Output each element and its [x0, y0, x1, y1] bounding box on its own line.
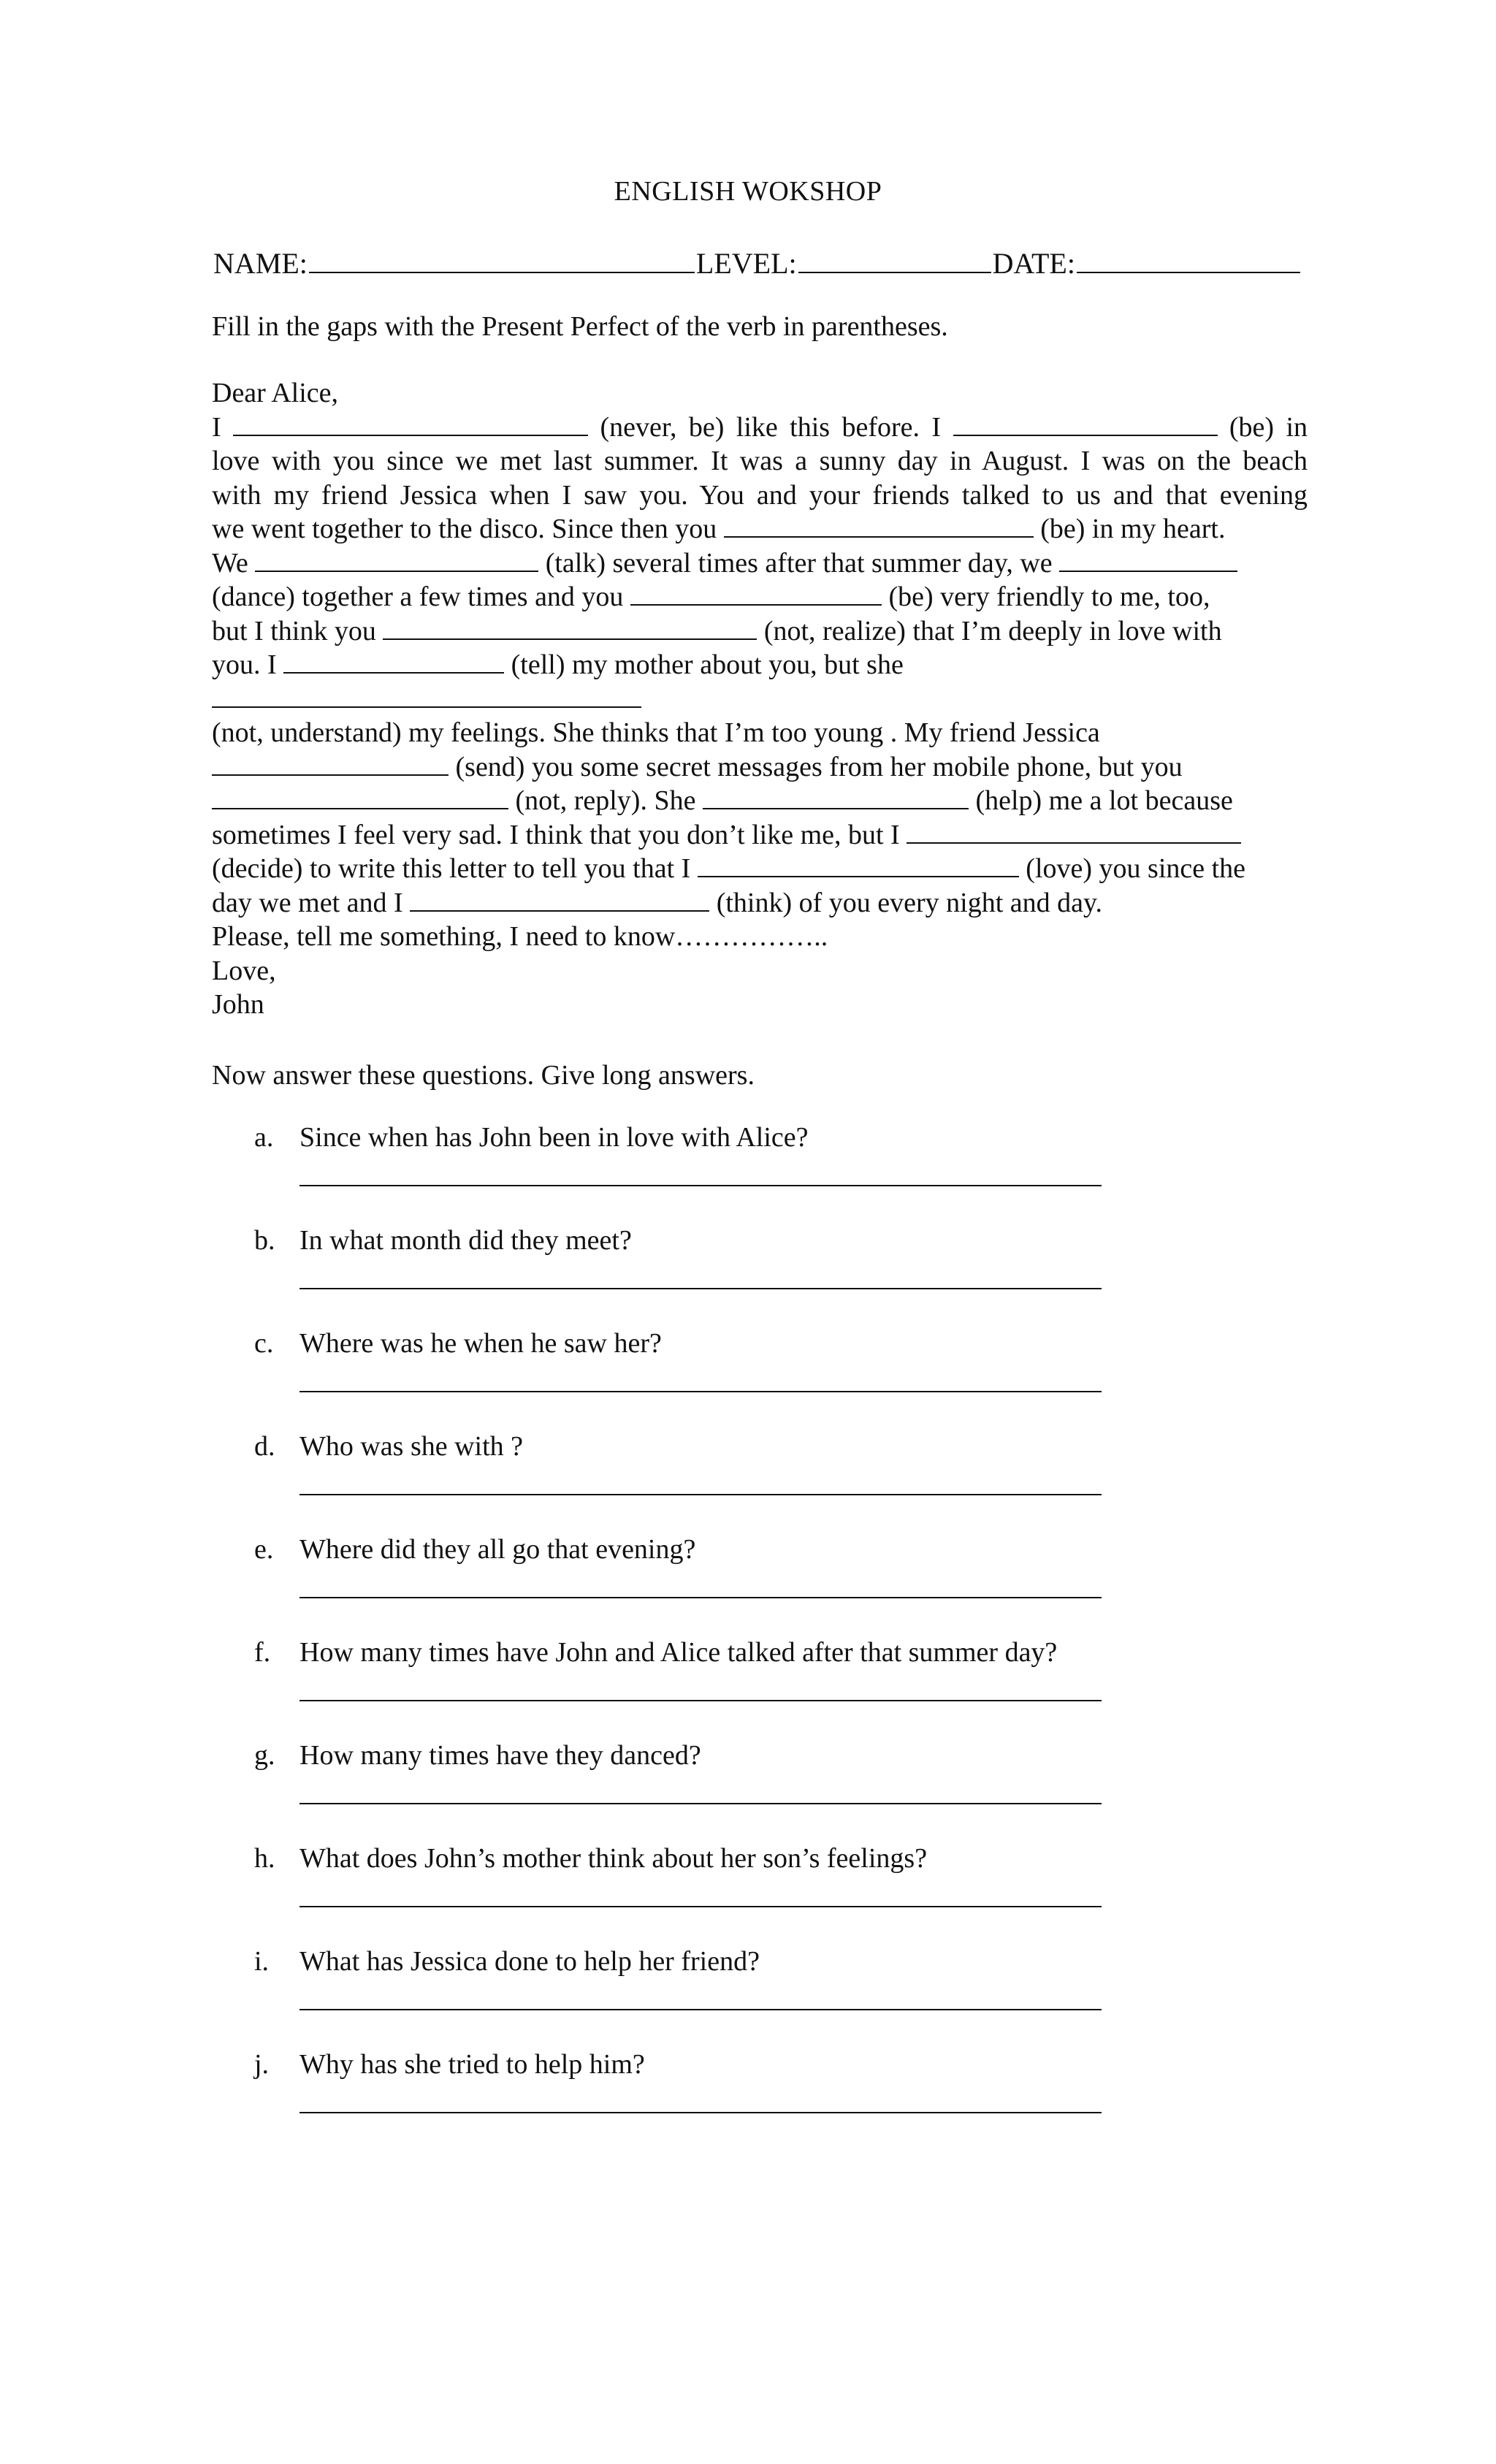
question-item	[212, 1430, 1161, 1533]
student-info-row	[213, 243, 1309, 281]
gap-field[interactable]	[212, 751, 449, 776]
question-text: In what month did they meet?	[299, 1225, 632, 1256]
question-item	[212, 1533, 1161, 1636]
question-item	[212, 1121, 1161, 1224]
question-list	[212, 1121, 1161, 2151]
gap-field[interactable]	[212, 683, 641, 708]
date-field[interactable]	[1077, 243, 1300, 273]
question-text: Where was he when he saw her?	[299, 1328, 662, 1359]
answer-field[interactable]	[299, 2009, 1102, 2010]
question-marker: a.	[254, 1122, 274, 1153]
question-text: How many times have John and Alice talked after that summer day?	[299, 1637, 1058, 1668]
question-text: What has Jessica done to help her friend?	[299, 1946, 760, 1977]
gap-field[interactable]	[630, 581, 882, 606]
gap-field[interactable]	[255, 547, 538, 572]
question-item	[212, 1842, 1161, 1945]
letter-closing: Love,	[212, 955, 276, 986]
question-item	[212, 1945, 1161, 2048]
question-item	[212, 1327, 1161, 1430]
letter-line: I (never, be) like this before. I (be) in	[212, 411, 1308, 443]
answer-field[interactable]	[299, 1494, 1102, 1495]
letter-line: (decide) to write this letter to tell you that I (love) you since the	[212, 853, 1246, 884]
letter-line: (not, reply). She (help) me a lot because	[212, 784, 1308, 818]
gap-field[interactable]	[724, 513, 1034, 538]
letter-greeting: Dear Alice,	[212, 378, 339, 408]
letter-line: but I think you (not, realize) that I’m deeply in love with	[212, 615, 1222, 646]
question-marker: d.	[254, 1431, 275, 1462]
question-item	[212, 1636, 1161, 1739]
name-label: NAME:	[213, 247, 308, 280]
answer-field[interactable]	[299, 1906, 1102, 1907]
answer-field[interactable]	[299, 1185, 1102, 1186]
gap-field[interactable]	[703, 785, 969, 809]
letter-line: (send) you some secret messages from her mobile phone, but you	[212, 750, 1308, 785]
gap-field[interactable]	[953, 411, 1218, 436]
letter-line: We (talk) several times after that summer day, we	[212, 546, 1308, 581]
answer-field[interactable]	[299, 1700, 1102, 1701]
instructions: Fill in the gaps with the Present Perfect of the verb in parentheses.	[212, 311, 948, 342]
letter-line: day we met and I (think) of you every night and day.	[212, 887, 1103, 918]
question-item	[212, 1224, 1161, 1327]
worksheet-title: ENGLISH WOKSHOP	[614, 176, 882, 207]
level-label: LEVEL:	[695, 247, 797, 280]
gap-field[interactable]	[233, 411, 588, 436]
letter-line: (not, understand) my feelings. She thinks that I’m too young . My friend Jessica	[212, 717, 1100, 748]
question-text: Since when has John been in love with Alice?	[299, 1122, 809, 1153]
letter-line: you. I (tell) my mother about you, but she	[212, 649, 904, 680]
letter-signature: John	[212, 989, 264, 1020]
gap-field[interactable]	[907, 819, 1241, 844]
question-item	[212, 1739, 1161, 1842]
letter-line: Please, tell me something, I need to know……………..	[212, 921, 828, 952]
part2-instructions: Now answer these questions. Give long answers.	[212, 1060, 755, 1091]
gap-field[interactable]	[698, 853, 1019, 877]
date-label: DATE:	[992, 247, 1075, 280]
name-field[interactable]	[309, 243, 695, 273]
question-text: Who was she with ?	[299, 1431, 524, 1462]
question-marker: c.	[254, 1328, 274, 1359]
letter-line: we went together to the disco. Since then you (be) in my heart.	[212, 514, 1226, 544]
question-marker: g.	[254, 1740, 275, 1771]
gap-field[interactable]	[212, 785, 508, 809]
gap-field[interactable]	[283, 649, 504, 674]
letter-line: sometimes I feel very sad. I think that you don’t like me, but I	[212, 818, 1308, 853]
question-marker: i.	[254, 1946, 270, 1977]
letter-text	[212, 376, 1308, 1022]
question-text: What does John’s mother think about her son’s feelings?	[299, 1843, 928, 1874]
question-marker: j.	[254, 2049, 270, 2080]
answer-field[interactable]	[299, 1597, 1102, 1598]
question-marker: h.	[254, 1843, 275, 1874]
gap-field[interactable]	[383, 615, 757, 640]
question-text: How many times have they danced?	[299, 1740, 701, 1771]
letter-line: (dance) together a few times and you (be) very friendly to me, too,	[212, 581, 1210, 612]
question-marker: b.	[254, 1225, 275, 1256]
letter-line: with my friend Jessica when I saw you. You and your friends talked to us and that evening	[212, 479, 1308, 511]
question-marker: f.	[254, 1637, 271, 1668]
answer-field[interactable]	[299, 2112, 1102, 2113]
answer-field[interactable]	[299, 1288, 1102, 1289]
letter-line: love with you since we met last summer. It was a sunny day in August. I was on the beach	[212, 446, 1308, 476]
level-field[interactable]	[798, 243, 991, 273]
answer-field[interactable]	[299, 1803, 1102, 1804]
gap-field[interactable]	[410, 887, 709, 912]
answer-field[interactable]	[299, 1391, 1102, 1392]
question-marker: e.	[254, 1534, 274, 1565]
question-item	[212, 2048, 1161, 2151]
question-text: Where did they all go that evening?	[299, 1534, 696, 1565]
question-text: Why has she tried to help him?	[299, 2049, 645, 2080]
letter-line	[212, 682, 1308, 717]
gap-field[interactable]	[1059, 547, 1237, 572]
